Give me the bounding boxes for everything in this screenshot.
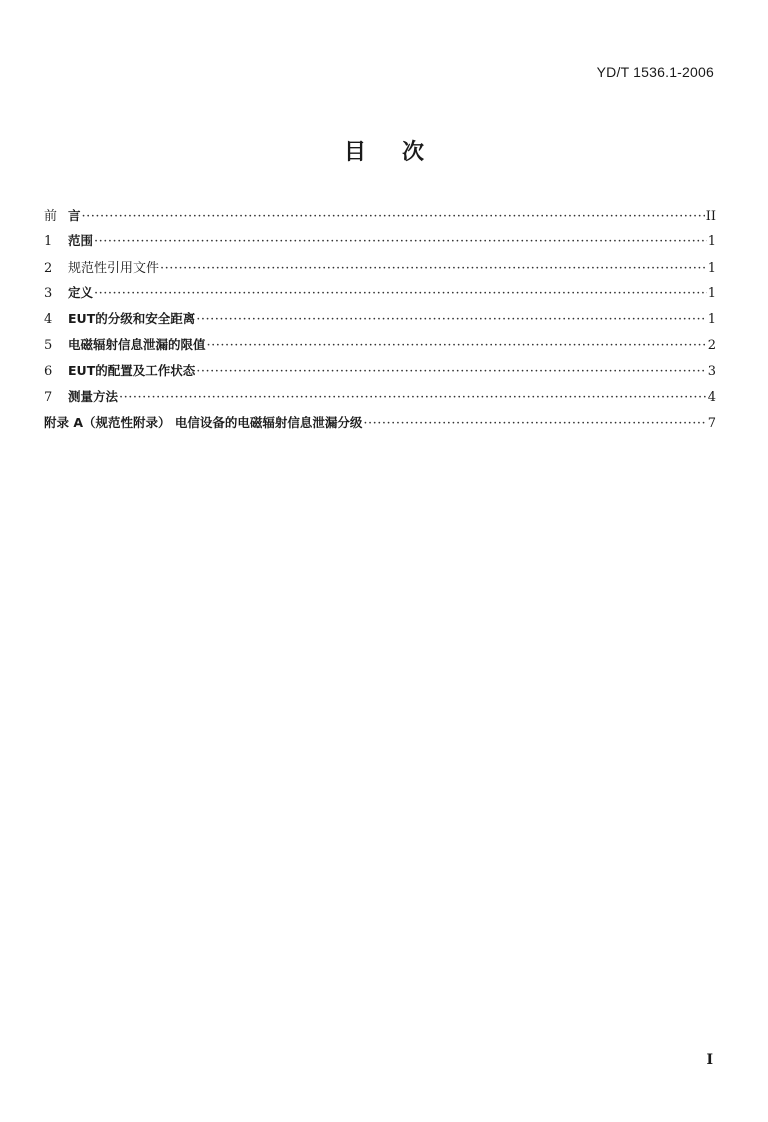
toc-entry-page: 1 bbox=[707, 234, 716, 249]
toc-entry-number: 前 bbox=[44, 209, 58, 224]
table-of-contents bbox=[44, 205, 716, 439]
toc-entry-normative-references[interactable] bbox=[44, 257, 716, 283]
toc-entry-title: 测量方法 bbox=[68, 389, 119, 404]
toc-entry-page: 7 bbox=[707, 416, 716, 431]
toc-entry-number: 4 bbox=[44, 312, 53, 327]
dot-leader bbox=[160, 261, 707, 276]
document-code: YD/T 1536.1-2006 bbox=[596, 64, 714, 80]
toc-entry-title: 范围 bbox=[68, 233, 94, 248]
dot-leader bbox=[119, 390, 707, 405]
toc-entry-number: 2 bbox=[44, 261, 53, 276]
toc-entry-leakage-limits[interactable] bbox=[44, 335, 716, 361]
dot-leader bbox=[94, 286, 707, 301]
dot-leader bbox=[82, 209, 705, 224]
toc-entry-number: 3 bbox=[44, 286, 53, 301]
toc-entry-title: 言 bbox=[68, 208, 81, 223]
toc-entry-title: 规范性引用文件 bbox=[68, 261, 160, 276]
toc-entry-eut-classification[interactable] bbox=[44, 309, 716, 335]
toc-entry-page: 1 bbox=[707, 286, 716, 301]
dot-leader bbox=[207, 338, 707, 353]
toc-entry-scope[interactable] bbox=[44, 231, 716, 257]
toc-entry-title: EUT的配置及工作状态 bbox=[68, 363, 196, 378]
toc-entry-definitions[interactable] bbox=[44, 283, 716, 309]
toc-entry-page: 4 bbox=[707, 390, 716, 405]
dot-leader bbox=[196, 312, 707, 327]
toc-entry-measurement-methods[interactable] bbox=[44, 387, 716, 413]
dot-leader bbox=[94, 234, 707, 249]
toc-entry-title: 定义 bbox=[68, 285, 94, 300]
toc-entry-eut-configuration[interactable] bbox=[44, 361, 716, 387]
toc-entry-number: 7 bbox=[44, 390, 53, 405]
toc-entry-title: EUT的分级和安全距离 bbox=[68, 311, 196, 326]
toc-entry-page: 1 bbox=[707, 261, 716, 276]
toc-entry-page: 2 bbox=[707, 338, 716, 353]
dot-leader bbox=[196, 364, 707, 379]
toc-entry-title: 电磁辐射信息泄漏的限值 bbox=[68, 337, 206, 352]
toc-entry-number: 6 bbox=[44, 364, 53, 379]
dot-leader bbox=[363, 416, 706, 431]
toc-entry-foreword[interactable] bbox=[44, 205, 716, 231]
toc-entry-page: 1 bbox=[707, 312, 716, 327]
toc-entry-title: 附录 A（规范性附录） 电信设备的电磁辐射信息泄漏分级 bbox=[44, 415, 363, 430]
toc-entry-page: II bbox=[705, 209, 716, 224]
toc-entry-number: 5 bbox=[44, 338, 53, 353]
toc-title: 目次 bbox=[343, 140, 460, 165]
toc-entry-page: 3 bbox=[707, 364, 716, 379]
page-number: I bbox=[706, 1052, 713, 1068]
toc-entry-annex-a[interactable] bbox=[44, 413, 716, 439]
toc-entry-number: 1 bbox=[44, 234, 53, 249]
